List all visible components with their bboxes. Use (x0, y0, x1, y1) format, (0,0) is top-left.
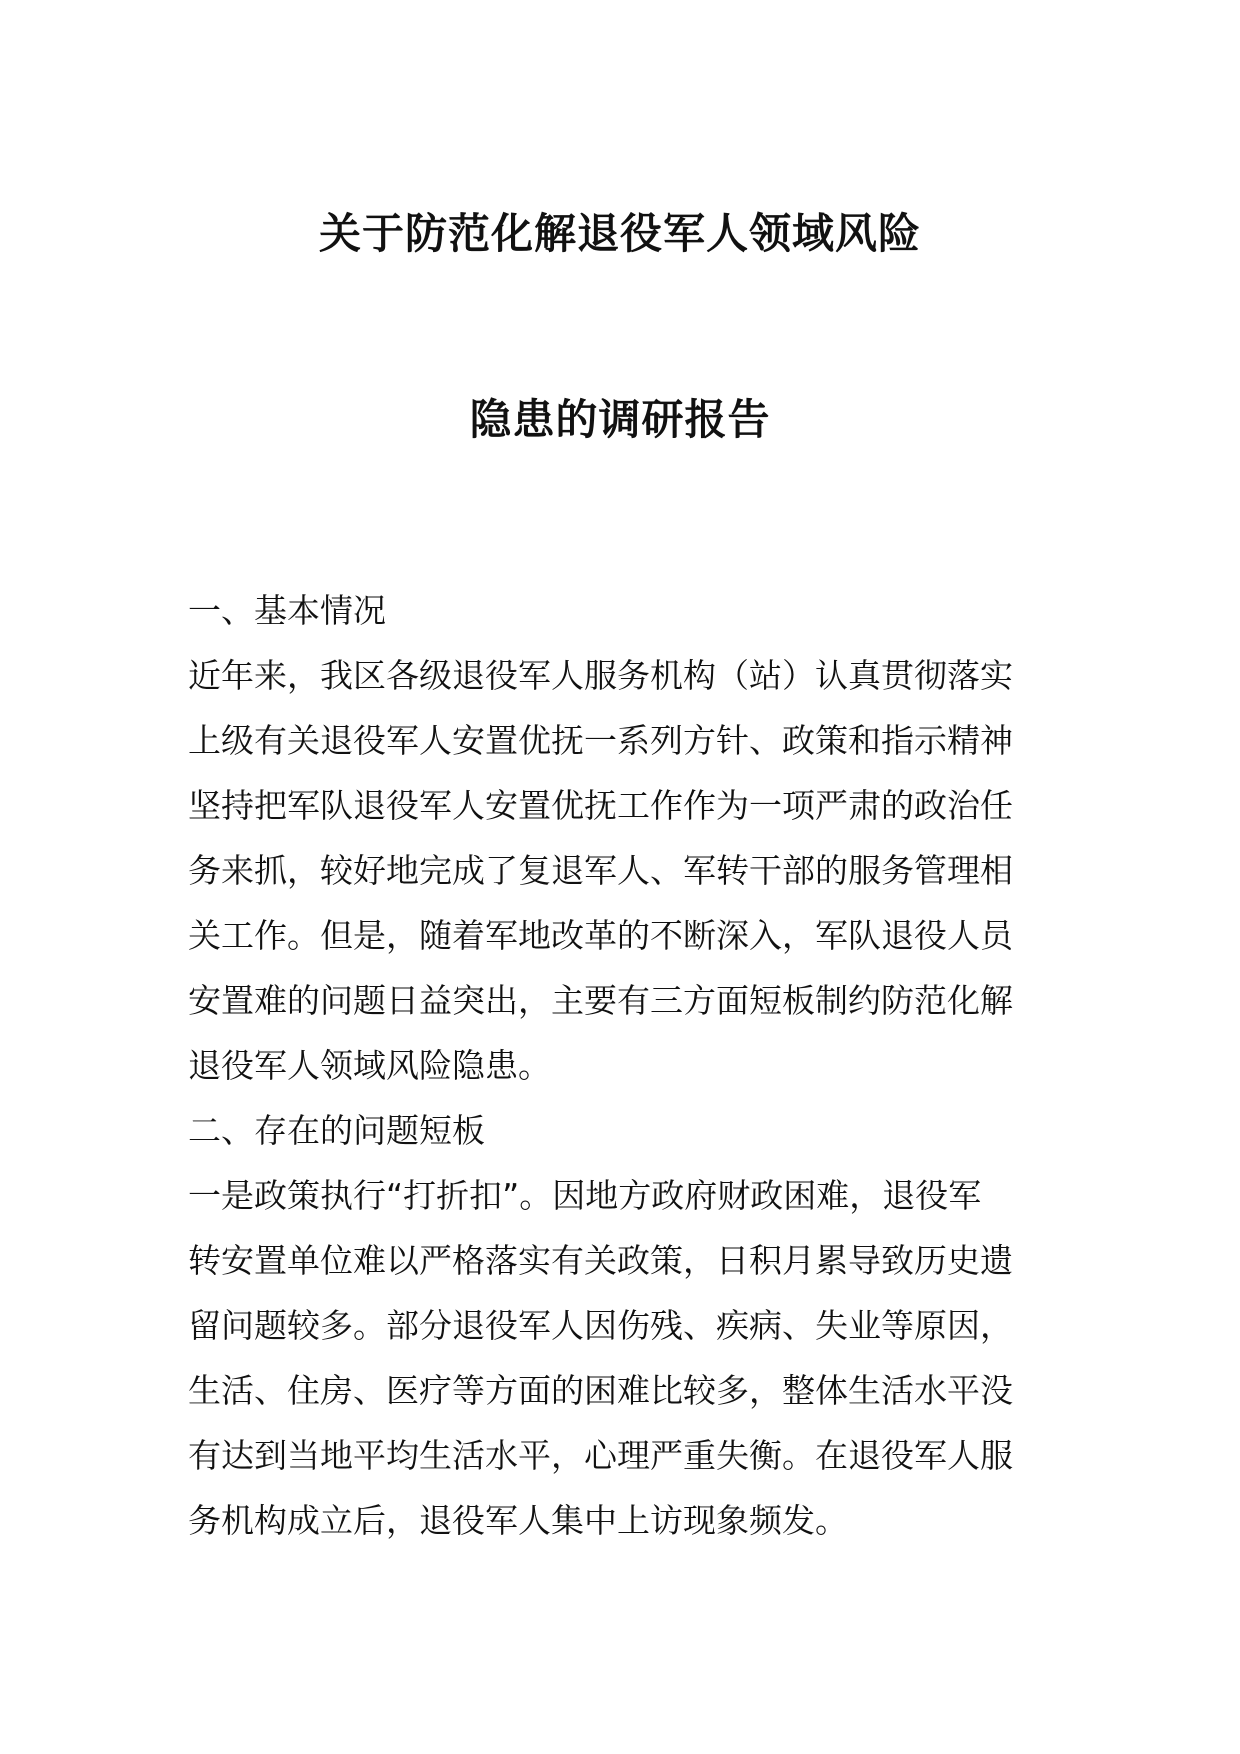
paragraph-line: 坚持把军队退役军人安置优抚工作作为一项严肃的政治任 (188, 786, 1013, 825)
paragraph-line: 退役军人领域风险隐患。 (188, 1046, 551, 1085)
paragraph-line: 留问题较多。部分退役军人因伤残、疾病、失业等原因， (188, 1306, 1013, 1345)
section-heading-basic-situation: 一、基本情况 (188, 591, 386, 630)
section-heading-problems: 二、存在的问题短板 (188, 1111, 485, 1150)
paragraph-line: 生活、住房、医疗等方面的困难比较多，整体生活水平没 (188, 1371, 1013, 1410)
paragraph-line: 上级有关退役军人安置优抚一系列方针、政策和指示精神 (188, 721, 1013, 760)
document-title-line-2: 隐患的调研报告 (469, 395, 771, 444)
document-title-line-1: 关于防范化解退役军人领域风险 (318, 209, 921, 258)
paragraph-line: 务来抓，较好地完成了复退军人、军转干部的服务管理相 (188, 851, 1013, 890)
paragraph-line: 关工作。但是，随着军地改革的不断深入，军队退役人员 (188, 916, 1013, 955)
paragraph-line: 一是政策执行“打折扣”。因地方政府财政困难，退役军 (188, 1176, 982, 1215)
paragraph-line: 务机构成立后，退役军人集中上访现象频发。 (188, 1501, 848, 1540)
document-body (188, 578, 1058, 1553)
paragraph-line: 有达到当地平均生活水平，心理严重失衡。在退役军人服 (188, 1436, 1013, 1475)
paragraph-line: 转安置单位难以严格落实有关政策，日积月累导致历史遗 (188, 1241, 1013, 1280)
paragraph-line: 安置难的问题日益突出，主要有三方面短板制约防范化解 (188, 981, 1013, 1020)
paragraph-line: 近年来，我区各级退役军人服务机构（站）认真贯彻落实 (188, 656, 1013, 695)
